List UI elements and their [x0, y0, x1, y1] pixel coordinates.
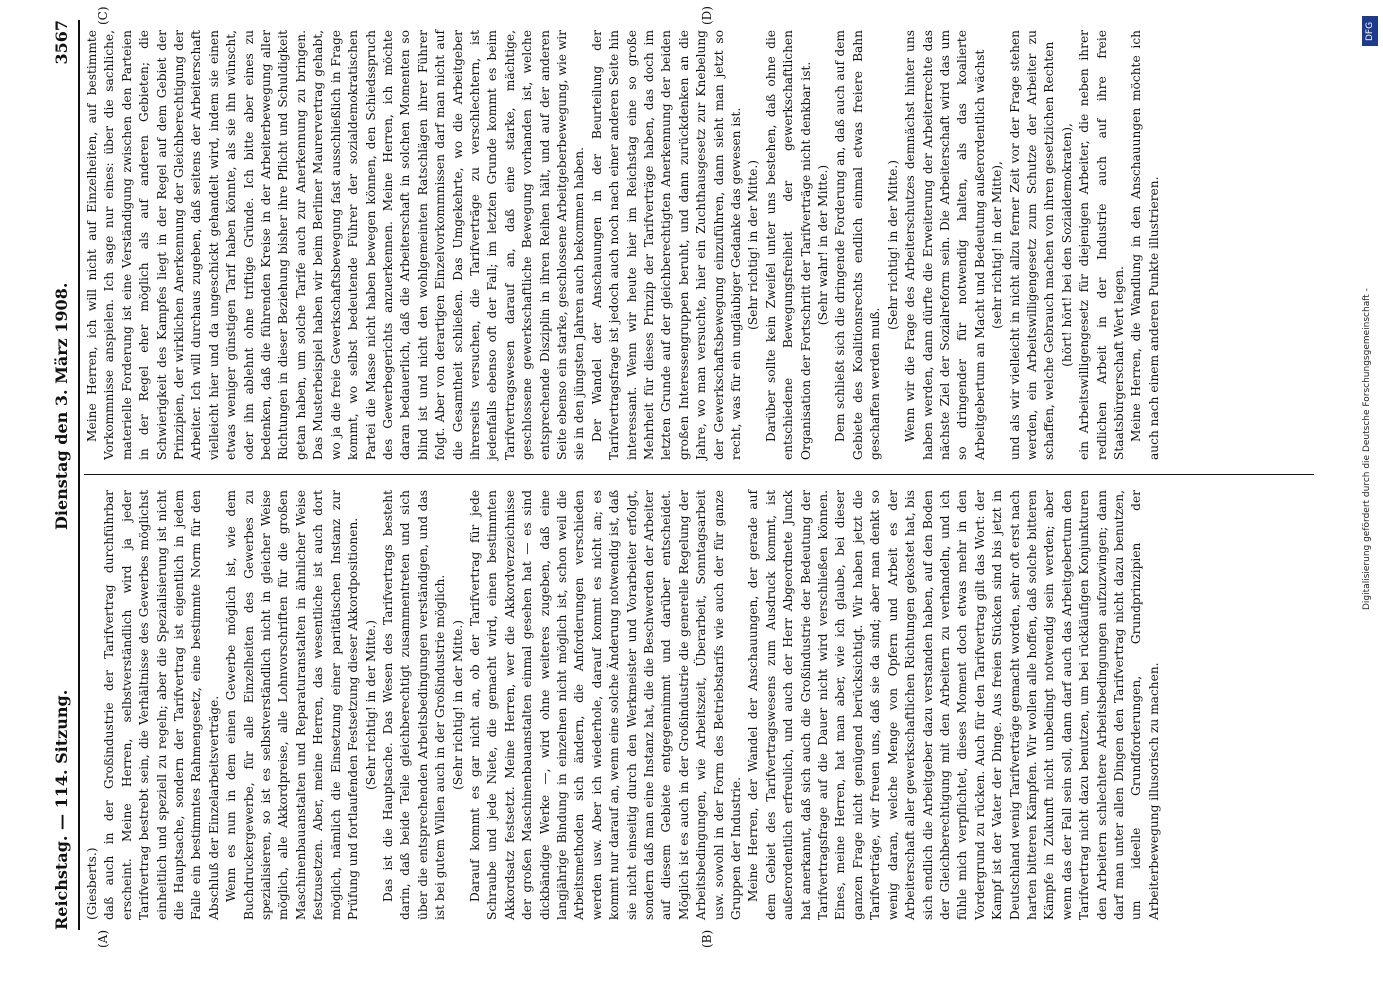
interjection: (sehr richtig! in der Mitte), — [990, 161, 1005, 329]
interjection: (Sehr richtig! in der Mitte.) — [363, 620, 378, 790]
paragraph: Wenn wir die Frage des Arbeiterschutzes demnächst hinter uns haben werden, dann dürfte die Erweiterung der Arbeiterrechte das nächste Ziel der Sozialreform sein. Die Arbeiterschaft wird das um so dringender für notwendig halten, als das koalierte Arbeitgebertum an Macht und Bedeutung außerordentlich wächst — [903, 30, 987, 460]
margin-marker-b: (B) — [700, 929, 714, 948]
paragraph: Meine Herren, ich will nicht auf Einzelheiten, auf bestimmte Vorkommnisse anspielen. Ich sage nur eines: über die sachliche, materielle Forderung ist eine Verständigung zwischen den Parteien in der Regel eher möglich als auf anderen Gebieten; die Schwierigkeit des Kampfes liegt in der Regel auf dem Gebiet der Prinzipien, der wirklichen Anerkennung der Gleichberechtigung der Arbeiter. Ich will durchaus zugeben, daß seitens der Arbeiterschaft vielleicht hier und da ungeschickt gehandelt wird, indem sie einen etwas weniger günstigen Tarif haben könnte, als sie ihn wünscht, oder ihn ablehnt ohne triftige Gründe. Ich bitte aber eines zu bedenken, daß die führenden Kreise in der Arbeiterbewegung aller Richtungen in dieser Beziehung bisher ihre Pflicht und Schuldigkeit getan haben, um solche Tarife auch zur Anerkennung zu bringen. Das Musterbeispiel haben wir beim Berliner Maurervertrag gehabt, wo ja die freie Gewerkschaftsbewegung fast ausschließlich in Frage kommt, wo selbst bedeutende Führer der sozialdemokratischen Partei die Masse nicht haben bewegen können, den Schiedsspruch des Gewerbegerichts anzuerkennen. Meine Herren, ich möchte daran bedauerlich, daß die Arbeiterschaft in solchen Momenten so blind ist und nicht den wohlgemeinten Ratschlägen ihrer Führer folgt. Aber von derartigen Einzelvorkommnissen darf man nicht auf die Gesamtheit schließen. Das Umgekehrte, wo die Arbeitgeber ihrerseits versuchen, die Tarifverträge zu verschlechtern, ist jedenfalls ebenso oft der Fall; im letzten Grunde kommt es beim Tarifvertragswesen darauf an, daß eine starke, mächtige, geschlossene gewerkschaftliche Bewegung vorhanden ist, welche entsprechende Disziplin in ihren Reihen hält, und auf der anderen Seite ebenso ein starke, geschlossene Arbeitgeberbewegung, wie wir sie in den jüngsten Jahren auch bekommen haben. — [85, 30, 587, 460]
header-rule — [78, 20, 80, 930]
column-divider — [84, 474, 1314, 475]
paragraph: Darüber sollte kein Zweifel unter uns bestehen, daß ohne die entschiedene Bewegungsfreiheit der gewerkschaftlichen Organisation der Fortschritt der Tarifverträge nicht denkbar ist. — [763, 30, 813, 460]
paragraph: ein Arbeitswilligengesetz für diejenigen Arbeiter, die neben ihrer redlichen Arbeit in der Industrie auch auf ihre freie Staatsbürgerschaft Wert legen. — [1077, 30, 1126, 460]
paragraph: Meine Herren, die Wandlung in den Anschauungen möchte ich auch nach einem anderen Punkte illustrieren. — [1129, 30, 1161, 460]
paragraph: Dem schließt sich die dringende Forderung an, daß auch auf dem Gebiete des Koalitionsrechts endlich einmal etwas freiere Bahn geschaffen werden muß. — [833, 30, 883, 460]
page-number: 3567 — [52, 20, 71, 65]
paragraph: Meine Herren, der Wandel der Anschauungen, der gerade auf dem Gebiet des Tarifvertragswesens zum Ausdruck kommt, ist außerordentlich erfreulich, und auch der Herr Abgeordnete Junck hat anerkannt, daß sich auch die Großindustrie der Bedeutung der Tarifvertragsfrage auf die Dauer nicht wird verschließen können. Eines, meine Herren, hat man aber, wie ich glaube, bei dieser ganzen Frage nicht genügend berücksichtigt. Wir haben jetzt die Tarifverträge, wir freuen uns, daß sie da sind; aber man denkt so wenig daran, welche Menge von Opfern und Arbeit es der Arbeiterschaft aller gewerkschaftlichen Richtungen gekostet hat, bis sich endlich die Arbeitgeber dazu verstanden haben, auf den Boden der Gleichberechtigung mit den Arbeitern zu verhandeln, und ich fühle mich verpflichtet, dieses Moment doch etwas mehr in den Vordergrund zu rücken. Auch für den Tarifvertrag gilt das Wort: der Kampf ist der Vater der Dinge. Aus freien Stücken sind bis jetzt in Deutschland wenig Tarifverträge gemacht worden, sehr oft erst nach harten bitteren Kämpfen. Wir wollen alle hoffen, daß solche bitteren Kämpfe in Zukunft nicht unbedingt notwendig sein werden; aber wenn das der Fall sein soll, dann darf auch das Arbeitgebertum den Tarifvertrag nicht dazu benutzen, um bei rückläufigen Konjunkturen den Arbeitern schlechtere Arbeitsbedingungen aufzuzwingen; dann darf man unter allen Dingen den Tarifvertrag nicht dazu benutzen, um ideelle Grundforderungen, Grundprinzipien der Arbeiterbewegung illusorisch zu machen. — [746, 490, 1161, 920]
paragraph: und als wir vielleicht in nicht allzu ferner Zeit vor der Frage stehen werden, ein Arbeitswilligengesetz zum Schutze der Arbeiter zu schaffen, welche Gebrauch machen von ihren gesetzlichen Rechten — [1007, 30, 1057, 460]
header-date: Dienstag den 3. März 1908. — [52, 282, 71, 530]
margin-marker-c: (C) — [96, 6, 110, 25]
page-header — [52, 20, 76, 930]
paragraph: Das ist die Hauptsache. Das Wesen des Tarifvertrags besteht darin, daß beide Teile gleichberechtigt zusammentreten und sich über die entsprechenden Arbeitsbedingungen verständigen, und das ist bei gutem Willen auch in der Großindustrie möglich. — [380, 490, 448, 920]
paragraph: Darauf kommt es gar nicht an, ob der Tarifvertrag für jede Schraube und jede Niete, die gemacht wird, einen bestimmten Akkordsatz festsetzt. Meine Herren, wer die Akkordverzeichnisse der großen Maschinenbauanstalten einmal gesehen hat — es sind dickbändige Werke —, wird ohne weiteres zugeben, daß eine langjährige Bindung in einzelnen nicht möglich ist, schon weil die Arbeitsmethoden sich ändern, die Anforderungen verschieden werden usw. Aber ich wiederhole, darauf kommt es nicht an; es kommt nur darauf an, wenn eine solche Änderung notwendig ist, daß sie nicht einseitig durch den Werkmeister und Vorarbeiter erfolgt, sondern daß man eine Instanz hat, die die Beschwerden der Arbeiter auf diesem Gebiete entgegennimmt und darüber entscheidet. Möglich ist es auch in der Großindustrie die generelle Regelung der Arbeitsbedingungen, wie Arbeitszeit, Überarbeit, Sonntagsarbeit usw. sowohl in der Form des Betriebstarifs wie auch der für ganze Gruppen der Industrie. — [467, 490, 744, 920]
interjection: (Sehr richtig! in der Mitte.) — [450, 620, 465, 790]
right-column — [84, 30, 1163, 460]
margin-marker-a: (A) — [96, 929, 110, 948]
speaker-name: (Giesberts.) — [85, 847, 99, 920]
paragraph: Der Wandel der Anschauungen in der Beurteilung der Tarifvertragsfrage ist jedoch auch noch nach einer anderen Seite hin interessant. Wenn wir heute hier im Reichstag eine so große Mehrheit für dieses Prinzip der Tarifverträge haben, das doch im letzten Grunde auf der gleichberechtigten Anerkennung der beiden großen Interessengruppen beruht, und dann zurückdenken an die Jahre, wo man versuchte, hier ein Zuchthausgesetz zur Knebelung der Gewerkschaftsbewegung einzuführen, dann sieht man jetzt so recht, was für ein ungläubiger Gedanke das gewesen ist. — [589, 30, 744, 460]
left-column — [84, 490, 1163, 920]
interjection: (Sehr richtig! in der Mitte.) — [885, 160, 900, 330]
header-session: Reichstag. — 114. Sitzung. — [52, 689, 71, 930]
dfg-logo: DFG — [1362, 16, 1378, 46]
margin-marker-d: (D) — [700, 6, 714, 25]
paragraph: daß auch in der Großindustrie der Tarifvertrag durchführbar erscheint. Meine Herren, selbstverständlich wird ja jeder Tarifvertrag bestrebt sein, die Verhältnisse des Gewerbes möglichst einheitlich und speziell zu regeln; aber die Spezialisierung ist nicht die Hauptsache, sondern der Tarifvertrag ist eigentlich in jedem Falle ein bestimmtes Rahmengesetz, eine bestimmte Norm für den Abschluß der Einzelarbeitsverträge. — [102, 490, 221, 920]
digitization-stamp — [1362, 10, 1378, 1000]
interjection: (Sehr richtig! in der Mitte.) — [746, 160, 761, 330]
digitization-credit: Digitalisierung gefördert durch die Deutsche Forschungsgemeinschaft - — [1362, 288, 1372, 610]
paragraph: Wenn es nun in dem einen Gewerbe möglich ist, wie dem Buchdruckergewerbe, für alle Einzelheiten des Gewerbes zu spezialisieren, so ist es selbstverständlich nicht in gleicher Weise möglich, alle Akkordpreise, alle Lohnvorschriften für die großen Maschinenbauanstalten und Reparaturanstalten in ähnlicher Weise festzusetzen. Aber, meine Herren, das wesentliche ist auch dort möglich, nämlich die Einsetzung einer paritätischen Instanz zur Prüfung und fortlaufenden Festsetzung dieser Akkordpositionen. — [224, 490, 361, 920]
interjection: (Sehr wahr! in der Mitte.) — [816, 164, 831, 326]
interjection: (hört! hört! bei den Sozialdemokraten), — [1059, 123, 1074, 367]
